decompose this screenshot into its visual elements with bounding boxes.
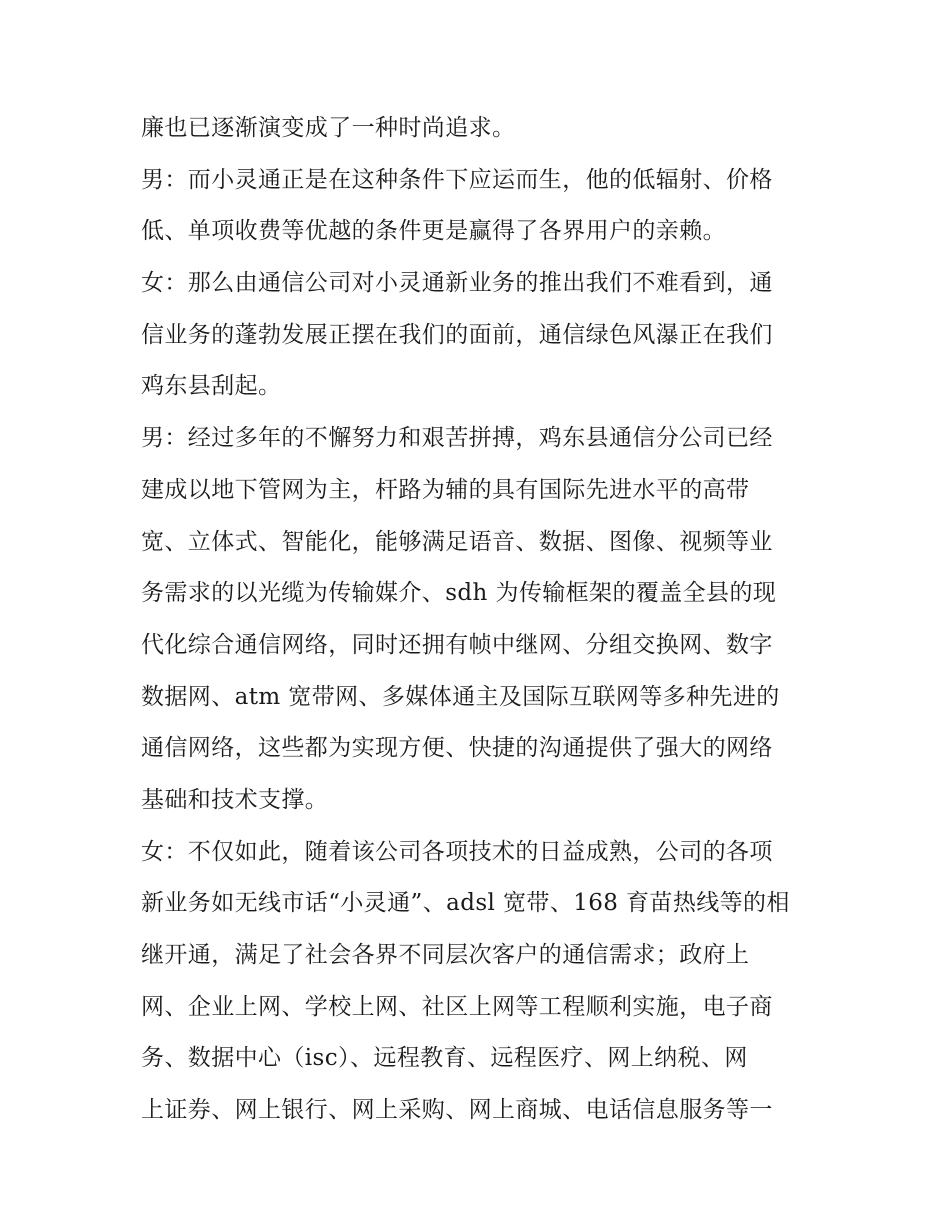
text-line: 低、单项收费等优越的条件更是赢得了各界用户的亲赖。	[141, 218, 726, 245]
text-line: 基础和技术支撑。	[141, 786, 329, 813]
text-line: 上证券、网上银行、网上采购、网上商城、电话信息服务等一	[141, 1097, 773, 1124]
text-line: 务需求的以光缆为传输媒介、sdh 为传输框架的覆盖全县的现	[141, 580, 777, 607]
text-line: 廉也已逐渐演变成了一种时尚追求。	[141, 115, 516, 141]
text-line: 务、数据中心（isc）、远程教育、远程医疗、网上纳税、网	[141, 1045, 748, 1072]
text-line: 男：经过多年的不懈努力和艰苦拼搏，鸡东县通信分公司已经	[141, 425, 773, 452]
text-line: 宽、立体式、智能化，能够满足语音、数据、图像、视频等业	[141, 528, 773, 555]
text-line: 鸡东县刮起。	[141, 373, 282, 400]
text-line: 女：那么由通信公司对小灵通新业务的推出我们不难看到，通	[141, 270, 773, 297]
text-line: 继开通，满足了社会各界不同层次客户的通信需求；政府上	[141, 942, 750, 968]
text-line: 通信网络，这些都为实现方便、快捷的沟通提供了强大的网络	[141, 735, 773, 762]
document-body	[141, 103, 821, 1137]
text-line: 新业务如无线市话“小灵通”、adsl 宽带、168 育苗热线等的相	[141, 890, 790, 917]
text-line: 数据网、atm 宽带网、多媒体通主及国际互联网等多种先进的	[141, 683, 780, 710]
text-line: 女：不仅如此，随着该公司各项技术的日益成熟，公司的各项	[141, 838, 773, 865]
text-line: 代化综合通信网络，同时还拥有帧中继网、分组交换网、数字	[141, 631, 773, 658]
text-line: 网、企业上网、学校上网、社区上网等工程顺利实施，电子商	[141, 993, 773, 1020]
text-line: 信业务的蓬勃发展正摆在我们的面前，通信绿色风瀑正在我们	[141, 321, 773, 348]
text-line: 建成以地下管网为主，杆路为辅的具有国际先进水平的高带	[141, 476, 750, 503]
text-line: 男：而小灵通正是在这种条件下应运而生，他的低辐射、价格	[141, 166, 773, 193]
